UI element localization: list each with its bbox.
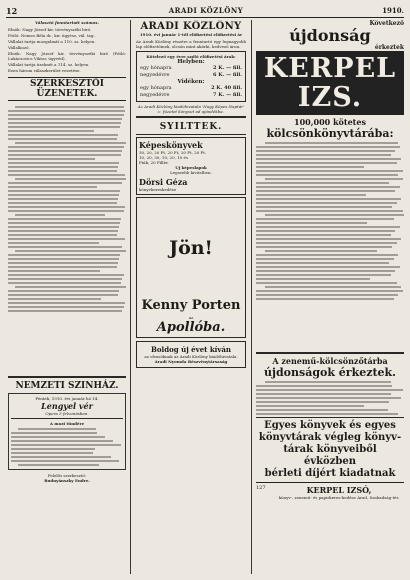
- text-line: [256, 162, 397, 164]
- ad-egyes-1: Egyes könyvek és egyes: [264, 420, 396, 431]
- text-line: [18, 464, 100, 466]
- text-line: [8, 166, 118, 168]
- ad-footer: [256, 482, 404, 500]
- text-line: [256, 294, 398, 296]
- ad-ujdonsagok: újdonságok érkeztek.: [264, 366, 396, 379]
- text-line: [256, 154, 391, 156]
- subscription-subhead: 1910. évi január 1-től előfizetési előfizetési ár: [139, 32, 243, 37]
- text-line: [8, 170, 117, 172]
- intro-line: Vállalat tartja üzelmét a 114. sz. helyen.: [8, 62, 90, 67]
- ad-greeting-title: Boldog új évet kíván: [150, 345, 232, 354]
- intro-line: Ezen három válaszkerület vezetése.: [8, 68, 81, 73]
- text-line: [8, 210, 124, 212]
- text-line: [256, 270, 395, 272]
- ad-kepes-title: Képeskönyvek: [139, 140, 203, 150]
- text-line: [8, 158, 95, 160]
- ad-film: [136, 197, 246, 338]
- ad-greeting-sign: Aradi Nyomda Részvénytársaság: [154, 359, 228, 364]
- price-row-label: egy hónapra: [140, 85, 172, 91]
- page-number: 12: [6, 6, 18, 16]
- price-row-value: 6 K. — fill.: [213, 72, 242, 78]
- price-row-label: negyedévre: [140, 72, 170, 78]
- intro-line: Vállalat tartja mozgalmát a 110. sz. helyen.: [8, 39, 96, 44]
- text-line: [11, 436, 105, 438]
- text-line: [8, 206, 125, 208]
- text-line: [265, 214, 404, 216]
- text-line: [8, 254, 120, 256]
- text-line: [8, 114, 124, 116]
- page-header: [6, 6, 404, 18]
- ad-egyes-4: bérleti díjért kiadatnak: [264, 468, 396, 479]
- nyiltter-heading: SYILTTEK.: [159, 122, 223, 132]
- text-line: [11, 452, 93, 454]
- text-line: [8, 194, 119, 196]
- book-list: [256, 140, 404, 350]
- text-line: [8, 130, 94, 132]
- text-line: [256, 194, 366, 196]
- text-line: [256, 254, 398, 256]
- text-line: [256, 282, 397, 284]
- ad-kepes-lines: [139, 150, 243, 165]
- text-line: [8, 294, 118, 296]
- intro-line: Elnök: Nagy József kir. törvényszéki biró (Pótló: Lukácsovics Viktor, ügyvéd).: [8, 51, 126, 61]
- text-line: [8, 302, 125, 304]
- text-line: [11, 456, 111, 458]
- text-line: [256, 222, 367, 224]
- text-line: [265, 178, 403, 180]
- szerk-heading: SZERKESZTŐI ÜZENETEK.: [8, 77, 126, 101]
- text-line: [256, 405, 364, 407]
- intro-paragraphs: [8, 27, 126, 73]
- text-line: [15, 142, 126, 144]
- editor-label: Felelős szerkesztő:: [47, 473, 87, 478]
- text-line: [256, 298, 394, 300]
- text-line: [8, 118, 122, 120]
- price-rows-country: [140, 85, 242, 99]
- ad-dorsi-sub: könyvkereskedése: [139, 187, 177, 192]
- text-line: [8, 262, 118, 264]
- text-line: [256, 258, 394, 260]
- text-line: [8, 218, 121, 220]
- ad-egyes-3: tárak könyveiből évközben: [283, 444, 377, 467]
- ad-ujsag-sub: Legszebb kivitelben.: [170, 170, 212, 175]
- text-line: [8, 258, 119, 260]
- ad-cinema-name: Apollóba.: [156, 320, 226, 335]
- text-line: [265, 286, 401, 288]
- ad-footer-kerpel: KERPEL IZSÓ,: [306, 485, 372, 495]
- play-title: Lengyel vér: [41, 401, 93, 411]
- text-line: [15, 214, 105, 216]
- column-middle: [136, 20, 246, 576]
- offer-text: Az Aradi Közlöny kiadóhivatala 'Nagy Képes Naptár' c. füzetet könyvet ad ajándékba.: [137, 104, 245, 114]
- play-date: Péntek, 1910. évi január hó 14.: [35, 396, 99, 401]
- text-line: [8, 190, 120, 192]
- text-line: [256, 262, 389, 264]
- text-line: [11, 448, 95, 450]
- text-line: [256, 182, 389, 184]
- text-line: [11, 460, 119, 462]
- text-line: [256, 146, 400, 148]
- text-line: [256, 198, 401, 200]
- text-line: [256, 409, 388, 411]
- intro-line: Vállalkozó.: [8, 45, 30, 50]
- price-row: [140, 92, 242, 99]
- body-text-block: [8, 104, 126, 374]
- text-line: [256, 218, 394, 220]
- ad-kovetkezo: Következő: [369, 20, 404, 27]
- text-line: [18, 428, 96, 430]
- intro-line: Pótló: Nemes Béla dr., kir. ügyész, vál. tag.: [8, 33, 95, 38]
- column-right: [256, 20, 404, 576]
- cast-list: [11, 428, 123, 466]
- text-line: [256, 389, 403, 391]
- text-line: [8, 226, 119, 228]
- ad-az: az: [188, 315, 194, 320]
- text-line: [15, 106, 124, 108]
- text-line: [256, 246, 392, 248]
- text-line: [256, 186, 400, 188]
- text-line: [256, 278, 370, 280]
- intro-title: Választó fenntartott számos.: [35, 20, 99, 25]
- ad-star-name: Kenny Porten: [141, 298, 241, 313]
- text-line: [15, 286, 126, 288]
- text-line: [8, 150, 122, 152]
- ad-dorsi-name: Dörsi Géza: [139, 177, 188, 187]
- playbill: [8, 393, 126, 470]
- text-line: [8, 154, 121, 156]
- price-rows-local: [140, 65, 242, 79]
- text-line: [8, 222, 120, 224]
- ad-100k: 100,000 kötetes: [294, 117, 366, 127]
- text-line: [8, 134, 118, 136]
- text-line: [256, 274, 391, 276]
- ad-kepes-line: 10, 20, 30, 10, 20, 10 és: [139, 155, 188, 160]
- text-line: [8, 234, 117, 236]
- price-row: [140, 72, 242, 79]
- text-line: [8, 162, 119, 164]
- text-line: [8, 182, 122, 184]
- text-line: [8, 126, 120, 128]
- ad-jon-text: Jön!: [169, 237, 213, 259]
- ad-zenemu: A zenemű-kölcsönzőtárba: [272, 356, 388, 366]
- text-line: [265, 250, 377, 252]
- text-line: [256, 150, 395, 152]
- price-row: [140, 65, 242, 72]
- text-line: [256, 401, 389, 403]
- text-line: [8, 282, 121, 284]
- text-line: [8, 230, 118, 232]
- music-list: [256, 381, 404, 415]
- text-line: [256, 393, 391, 395]
- price-title: Kötelező egy évre szóló előfizetési árak:: [146, 54, 236, 59]
- column-rule: [130, 20, 131, 574]
- text-line: [8, 146, 124, 148]
- text-line: [8, 278, 122, 280]
- text-line: [256, 242, 397, 244]
- price-label-local: Helyben:: [177, 59, 205, 65]
- ad-kepes-line: 30, 20, 20 Ft, 20 Ft, 20 Ft, 20 Ft.: [139, 150, 207, 155]
- play-meta: Opera 3 felvonásban.: [45, 411, 89, 416]
- text-line: [15, 178, 126, 180]
- ad-ujsag: Uj képeslapok: [175, 165, 207, 170]
- text-line: [265, 142, 398, 144]
- text-line: [256, 166, 364, 168]
- price-label-country: Vidéken:: [177, 79, 205, 85]
- column-left: [8, 20, 126, 576]
- text-line: [256, 206, 392, 208]
- text-line: [8, 306, 124, 308]
- text-line: [256, 170, 403, 172]
- subscription-masthead: ARADI KÖZLÖNY: [140, 21, 242, 32]
- ad-footer-address: könyv-, zenemű- és papirkeres-kedése Arad, Szabadság-tér.: [278, 495, 400, 500]
- text-line: [8, 138, 117, 140]
- subscription-intro: Az Aradi Közlöny részére a fenntartó egy legnagyobb lap előfizetőinek, olcsón mint akárki, kedvező áron.: [136, 39, 246, 49]
- text-line: [256, 210, 403, 212]
- text-line: [256, 413, 398, 415]
- editor-name: Rudnyánszky Endre.: [44, 478, 90, 483]
- text-line: [8, 290, 119, 292]
- text-line: [256, 385, 392, 387]
- year-label: 1910.: [382, 6, 404, 15]
- price-row-value: 7 K. — fill.: [213, 92, 242, 98]
- ad-greeting-body: az olvasóknak az Aradi Közlöny kiadóhivatala.: [144, 354, 238, 359]
- ad-greeting: [136, 341, 246, 368]
- text-line: [256, 158, 401, 160]
- text-line: [8, 186, 97, 188]
- text-line: [256, 238, 401, 240]
- price-row-label: negyedévre: [140, 92, 170, 98]
- text-line: [8, 246, 122, 248]
- intro-line: Elnök: Nagy József kir. törvényszéki biró.: [8, 27, 92, 32]
- text-line: [265, 381, 391, 383]
- ad-erkeztek: érkeztek: [374, 44, 404, 51]
- column-rule: [251, 20, 252, 574]
- masthead-title: ARADI KÖZLÖNY: [168, 6, 244, 15]
- ad-footer-number: 127: [256, 485, 266, 491]
- price-row-label: egy hónapra: [140, 65, 172, 71]
- text-line: [256, 190, 395, 192]
- text-line: [11, 432, 97, 434]
- text-line: [8, 266, 117, 268]
- text-line: [256, 202, 397, 204]
- text-line: [256, 174, 398, 176]
- text-line: [11, 440, 113, 442]
- text-line: [256, 230, 395, 232]
- text-line: [256, 226, 400, 228]
- text-line: [256, 234, 391, 236]
- ad-kerpel-banner: KERPEL IZS.: [256, 51, 404, 115]
- text-line: [8, 198, 118, 200]
- text-line: [8, 174, 125, 176]
- text-line: [8, 242, 99, 244]
- text-line: [8, 274, 124, 276]
- price-table: [136, 51, 246, 102]
- text-line: [8, 122, 121, 124]
- theater-heading: NEMZETI SZINHÁZ.: [15, 381, 119, 391]
- text-line: [256, 266, 400, 268]
- price-row-value: 2 K. — fill.: [213, 65, 242, 71]
- ad-kepeskonyvek: [136, 137, 246, 195]
- second-play-title: A mozi tündére: [49, 421, 85, 426]
- text-line: [15, 250, 126, 252]
- text-line: [8, 238, 125, 240]
- text-line: [8, 310, 122, 312]
- ad-egyes-2: könyvtárak végleg könyv-: [258, 432, 402, 443]
- ad-ujdonsag: újdonság: [289, 26, 371, 45]
- text-line: [8, 270, 100, 272]
- ad-kolcsonkonyvtar: kölcsönkönyvtárába:: [266, 127, 394, 140]
- text-line: [256, 397, 401, 399]
- text-line: [8, 202, 117, 204]
- text-line: [256, 290, 403, 292]
- price-row: [140, 85, 242, 92]
- text-line: [11, 444, 121, 446]
- price-row-value: 2 K. 40 fill.: [211, 85, 242, 91]
- text-line: [8, 298, 101, 300]
- ad-kepes-line: Fiúk, 20 Fillér.: [139, 160, 169, 165]
- text-line: [8, 110, 125, 112]
